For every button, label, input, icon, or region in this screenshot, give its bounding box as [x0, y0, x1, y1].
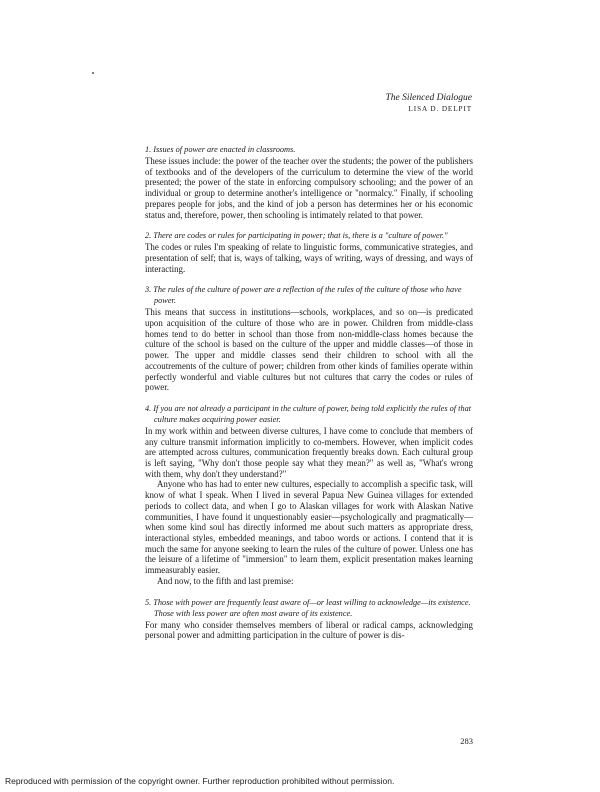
paragraph: In my work within and between diverse cultures, I have come to conclude that members of any culture transmit information implicitly to co-members. However, when implicit codes are attempted across cultures, communication frequently breaks down. Each cultural group is left saying, "Why don't those people say what they mean?" as well as, "What's wrong with them, why don't they understand?": [145, 425, 473, 479]
paragraph: These issues include: the power of the teacher over the students; the power of the publishers of textbooks and of the developers of the curriculum to determine the view of the world presented; the power of the state in enforcing compulsory schooling; and the power of an individual or group to determine another's intelligence or "normalcy." Finally, if schooling prepares people for jobs, and the kind of job a person has determines her or his economic status and, therefore, power, then schooling is intimately related to that power.: [145, 156, 473, 220]
premise-title: 3. The rules of the culture of power are a reflection of the rules of the culture of those who have power.: [145, 285, 462, 306]
premise-1: [145, 144, 473, 220]
paragraph: For many who consider themselves members of liberal or radical camps, acknowledging personal power and admitting participation in the culture of power is dis-: [145, 619, 473, 641]
paragraph: And now, to the fifth and last premise:: [157, 575, 294, 586]
premise-2: [145, 230, 473, 274]
running-header: [385, 92, 472, 115]
premise-5: [145, 597, 473, 641]
premise-4: [145, 403, 473, 587]
premise-title: 5. Those with power are frequently least aware of—or least willing to acknowledge—its existence. Those with less power are often most aware of its existence.: [145, 597, 471, 618]
copyright-footer: Reproduced with permission of the copyright owner. Further reproduction prohibited without permission.: [5, 776, 395, 786]
scan-speck: [92, 72, 94, 74]
premise-title: 1. Issues of power are enacted in classrooms.: [145, 145, 296, 154]
paragraph: The codes or rules I'm speaking of relate to linguistic forms, communicative strategies, and presentation of self; that is, ways of talking, ways of writing, ways of dressing, and ways of interacting.: [145, 242, 473, 274]
running-author: LISA D. DELPIT: [408, 105, 472, 113]
paragraph: Anyone who has had to enter new cultures, especially to accomplish a specific task, will know of what I speak. When I lived in several Papua New Guinea villages for extended periods to collect data, and when I go to Alaskan villages for work with Alaskan Native communities, I have found it unquestionably easier—psychologically and pragmatically—when some kind soul has directly informed me about such matters as appropriate dress, interactional styles, embedded meanings, and taboo words or actions. I contend that it is much the same for anyone seeking to learn the rules of the culture of power. Unless one has the leisure of a lifetime of "immersion" to learn them, explicit presentation makes learning immeasurably easier.: [145, 479, 473, 576]
premise-title: 4. If you are not already a participant in the culture of power, being told explicitly the rules of that culture makes acquiring power easier.: [145, 403, 472, 424]
paragraph: This means that success in institutions—schools, workplaces, and so on—is predicated upon acquisition of the culture of those who are in power. Children from middle-class homes tend to do better in school than those from non-middle-class homes because the culture of the school is based on the culture of the upper and middle classes—of those in power. The upper and middle classes send their children to school with all the accoutrements of the culture of power; children from other kinds of families operate within perfectly wonderful and viable cultures but not cultures that carry the codes or rules of power.: [145, 307, 473, 393]
premise-title: 2. There are codes or rules for participating in power; that is, there is a "culture of power.": [145, 231, 448, 241]
running-title: The Silenced Dialogue: [385, 93, 472, 103]
premise-3: [145, 284, 473, 393]
page-number: 283: [460, 736, 473, 746]
body-text: [145, 144, 473, 651]
